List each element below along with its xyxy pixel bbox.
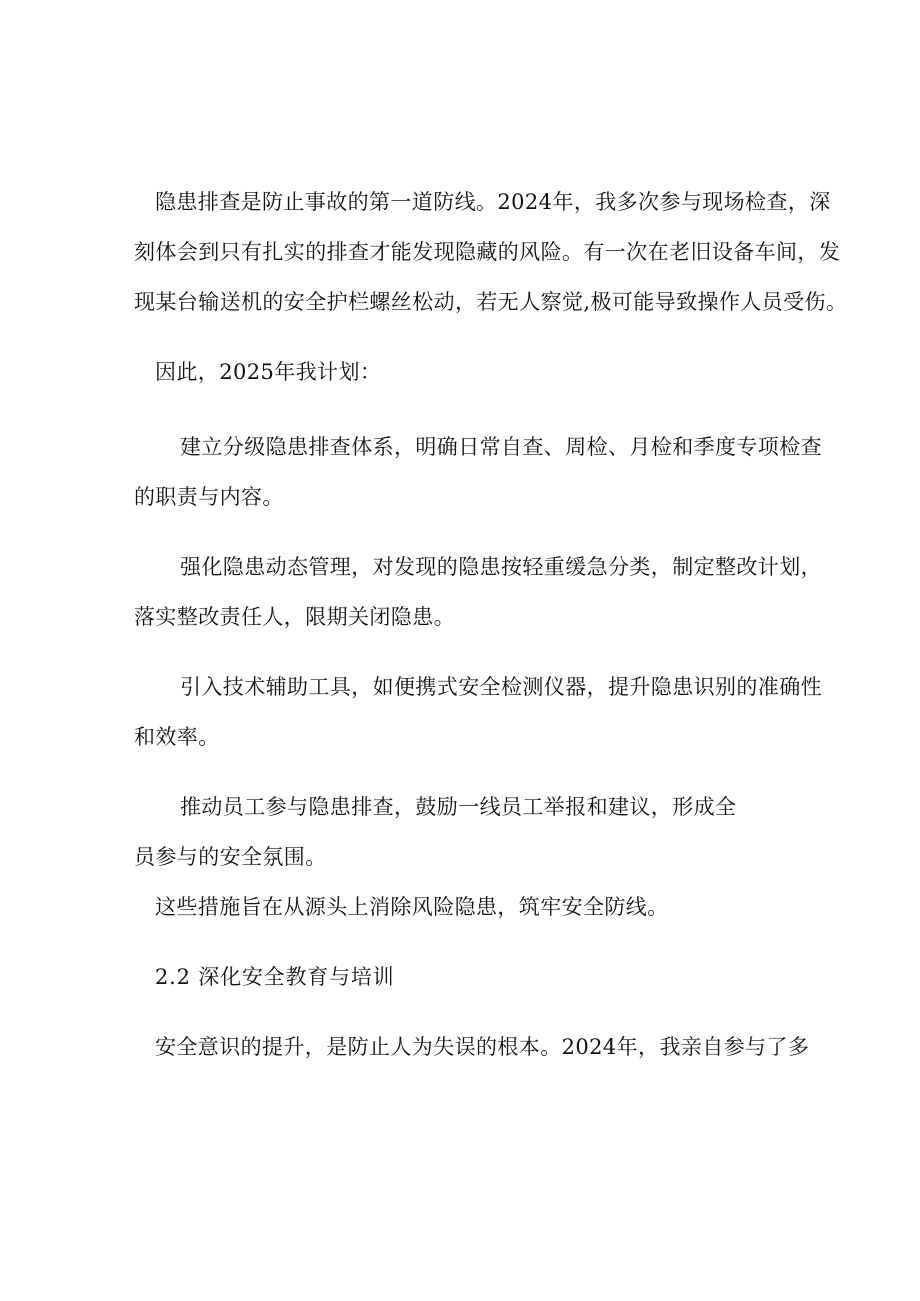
- plan-item-4-line-1: 推动员工参与隐患排查，鼓励一线员工举报和建议，形成全: [180, 795, 737, 819]
- plan-item-2-line-1: 强化隐患动态管理，对发现的隐患按轻重缓急分类，制定整改计划，: [180, 555, 822, 579]
- plan-item-1-line-2: 的职责与内容。: [134, 485, 284, 509]
- plan-item-3-line-1: 引入技术辅助工具，如便携式安全检测仪器，提升隐患识别的准确性: [180, 675, 822, 699]
- summary-line: 这些措施旨在从源头上消除风险隐患，筑牢安全防线。: [155, 895, 669, 919]
- plan-item-2-line-2: 落实整改责任人，限期关闭隐患。: [134, 605, 455, 629]
- intro-line-2: 刻体会到只有扎实的排查才能发现隐藏的风险。有一次在老旧设备车间，发: [134, 240, 841, 264]
- section-line-1: 安全意识的提升，是防止人为失误的根本。2024年，我亲自参与了多: [155, 1035, 810, 1059]
- plan-item-3-line-2: 和效率。: [134, 725, 220, 749]
- intro-line-1: 隐患排查是防止事故的第一道防线。2024年，我多次参与现场检查，深: [155, 190, 831, 214]
- intro-line-3: 现某台输送机的安全护栏螺丝松动，若无人察觉,极可能导致操作人员受伤。: [134, 290, 848, 314]
- plan-item-1-line-1: 建立分级隐患排查体系，明确日常自查、周检、月检和季度专项检查: [180, 435, 822, 459]
- plan-intro: 因此，2025年我计划：: [155, 360, 382, 384]
- plan-item-4-line-2: 员参与的安全氛围。: [134, 845, 327, 869]
- section-heading: 2.2 深化安全教育与培训: [155, 965, 395, 989]
